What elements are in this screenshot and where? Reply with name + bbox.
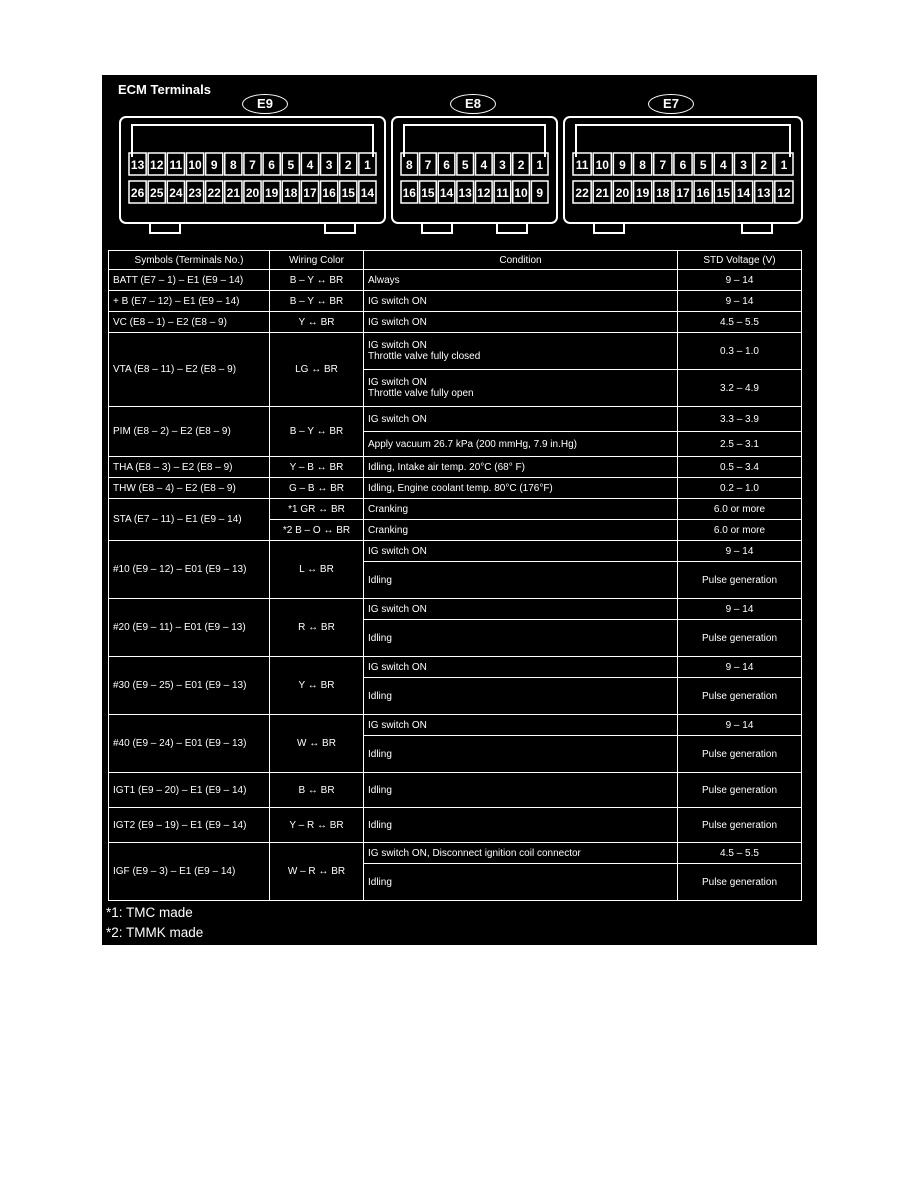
terminal-number: 12 xyxy=(150,158,164,172)
terminal-number: 7 xyxy=(249,158,256,172)
cell-voltage: 9 – 14 xyxy=(678,291,802,312)
terminal-number: 16 xyxy=(402,186,416,200)
terminal-number: 11 xyxy=(496,186,509,200)
cell-wiring: G – B ↔ BR xyxy=(270,478,364,499)
table-row xyxy=(109,773,802,808)
connector-key-e9 xyxy=(150,223,355,233)
table-row xyxy=(109,499,802,520)
cell-symbol: THA (E8 – 3) – E2 (E8 – 9) xyxy=(109,457,270,478)
terminal-number: 10 xyxy=(514,186,528,200)
terminal-number: 2 xyxy=(760,158,768,172)
terminal-number: 26 xyxy=(130,186,145,200)
cell-voltage: 9 – 14 xyxy=(678,715,802,736)
terminal-number: 16 xyxy=(322,186,336,200)
terminal-number: 4 xyxy=(306,158,314,172)
terminal-number: 9 xyxy=(210,158,218,172)
cell-condition: Idling xyxy=(364,678,678,715)
terminal-number: 6 xyxy=(679,158,687,172)
terminal-number: 21 xyxy=(226,186,241,200)
connector-latch-e7 xyxy=(576,125,790,157)
terminal-number: 16 xyxy=(696,186,710,200)
terminal-number: 14 xyxy=(736,186,751,200)
cell-symbol: IGT2 (E9 – 19) – E1 (E9 – 14) xyxy=(109,808,270,843)
terminal-number: 5 xyxy=(287,158,295,172)
cell-wiring: W ↔ BR xyxy=(270,715,364,773)
cell-condition: Idling xyxy=(364,808,678,843)
terminal-number: 21 xyxy=(595,186,609,200)
cell-condition: Idling xyxy=(364,736,678,773)
cell-voltage: 6.0 or more xyxy=(678,499,802,520)
cell-condition: IG switch ON xyxy=(364,599,678,620)
cell-condition: IG switch ON xyxy=(364,407,678,432)
terminal-number: 1 xyxy=(364,158,371,172)
cell-wiring: Y ↔ BR xyxy=(270,657,364,715)
table-row xyxy=(109,457,802,478)
cell-voltage: 6.0 or more xyxy=(678,520,802,541)
table-row xyxy=(109,541,802,562)
terminal-number: 10 xyxy=(188,158,202,172)
connector-key-e8 xyxy=(422,223,527,233)
cell-condition: Idling, Intake air temp. 20°C (68° F) xyxy=(364,457,678,478)
cell-condition: Always xyxy=(364,270,678,291)
cell-symbol: #40 (E9 – 24) – E01 (E9 – 13) xyxy=(109,715,270,773)
table-row xyxy=(109,407,802,432)
cell-wiring: Y – R ↔ BR xyxy=(270,808,364,843)
terminal-number: 22 xyxy=(575,186,589,200)
terminal-number: 13 xyxy=(458,186,472,200)
cell-symbol: VTA (E8 – 11) – E2 (E8 – 9) xyxy=(109,333,270,407)
terminal-number: 5 xyxy=(699,158,707,172)
terminal-number: 19 xyxy=(635,186,650,200)
cell-symbol: #30 (E9 – 25) – E01 (E9 – 13) xyxy=(109,657,270,715)
terminal-number: 24 xyxy=(169,186,183,200)
table-row xyxy=(109,333,802,370)
cell-wiring: B – Y ↔ BR xyxy=(270,270,364,291)
ecm-terminals-panel xyxy=(102,75,817,945)
cell-wiring: *2 B – O ↔ BR xyxy=(270,520,364,541)
terminal-number: 15 xyxy=(341,186,355,200)
table-row xyxy=(109,657,802,678)
terminal-number: 19 xyxy=(264,186,279,200)
cell-voltage: 0.2 – 1.0 xyxy=(678,478,802,499)
connector-latch-e8 xyxy=(404,125,545,157)
cell-voltage: Pulse generation xyxy=(678,736,802,773)
cell-voltage: 3.3 – 3.9 xyxy=(678,407,802,432)
cell-wiring: B ↔ BR xyxy=(270,773,364,808)
cell-condition: Idling, Engine coolant temp. 80°C (176°F) xyxy=(364,478,678,499)
cell-symbol: IGF (E9 – 3) – E1 (E9 – 14) xyxy=(109,843,270,901)
cell-voltage: 0.5 – 3.4 xyxy=(678,457,802,478)
table-row xyxy=(109,291,802,312)
cell-condition: Idling xyxy=(364,562,678,599)
connector-label-e8: E8 xyxy=(450,94,496,114)
cell-voltage: Pulse generation xyxy=(678,678,802,715)
terminal-number: 2 xyxy=(517,158,525,172)
cell-condition: IG switch ON, Disconnect ignition coil connector xyxy=(364,843,678,864)
cell-symbol: THW (E8 – 4) – E2 (E8 – 9) xyxy=(109,478,270,499)
terminal-number: 8 xyxy=(405,158,413,172)
cell-voltage: 4.5 – 5.5 xyxy=(678,312,802,333)
connector-shell-e8 xyxy=(392,117,557,223)
terminal-number: 12 xyxy=(777,186,791,200)
cell-symbol: BATT (E7 – 1) – E1 (E9 – 14) xyxy=(109,270,270,291)
table-row xyxy=(109,312,802,333)
cell-symbol: #20 (E9 – 11) – E01 (E9 – 13) xyxy=(109,599,270,657)
cell-symbol: + B (E7 – 12) – E1 (E9 – 14) xyxy=(109,291,270,312)
terminal-number: 11 xyxy=(169,158,183,172)
cell-condition: IG switch ON Throttle valve fully open xyxy=(364,370,678,407)
table-row xyxy=(109,270,802,291)
cell-condition: IG switch ON Throttle valve fully closed xyxy=(364,333,678,370)
terminal-number: 1 xyxy=(780,158,788,172)
cell-condition: IG switch ON xyxy=(364,291,678,312)
cell-voltage: 2.5 – 3.1 xyxy=(678,432,802,457)
connector-diagram xyxy=(102,75,817,245)
header-wiring: Wiring Color xyxy=(270,251,364,270)
terminal-number: 14 xyxy=(360,186,375,200)
terminal-number: 11 xyxy=(575,158,589,172)
terminal-number: 3 xyxy=(499,158,506,172)
cell-voltage: Pulse generation xyxy=(678,620,802,657)
cell-voltage: 9 – 14 xyxy=(678,599,802,620)
terminal-number: 13 xyxy=(757,186,771,200)
cell-voltage: 9 – 14 xyxy=(678,657,802,678)
cell-wiring: L ↔ BR xyxy=(270,541,364,599)
connector-label-e7: E7 xyxy=(648,94,694,114)
terminal-number: 15 xyxy=(716,186,731,200)
terminal-number: 2 xyxy=(344,158,352,172)
terminal-number: 17 xyxy=(676,186,690,200)
cell-condition: IG switch ON xyxy=(364,715,678,736)
cell-condition: Cranking xyxy=(364,520,678,541)
terminal-number: 14 xyxy=(439,186,454,200)
cell-voltage: 9 – 14 xyxy=(678,270,802,291)
terminal-table xyxy=(108,250,802,901)
terminal-number: 17 xyxy=(303,186,317,200)
terminal-number: 5 xyxy=(461,158,469,172)
header-voltage: STD Voltage (V) xyxy=(678,251,802,270)
cell-voltage: Pulse generation xyxy=(678,808,802,843)
cell-condition: IG switch ON xyxy=(364,312,678,333)
terminal-number: 9 xyxy=(619,158,626,172)
cell-condition: Idling xyxy=(364,773,678,808)
terminal-number: 4 xyxy=(480,158,488,172)
terminal-number: 9 xyxy=(536,186,544,200)
cell-voltage: 0.3 – 1.0 xyxy=(678,333,802,370)
table-row xyxy=(109,843,802,864)
connector-label-e9: E9 xyxy=(242,94,288,114)
connector-key-e7 xyxy=(594,223,772,233)
terminal-number: 13 xyxy=(130,158,145,172)
terminal-number: 1 xyxy=(536,158,544,172)
cell-wiring: Y ↔ BR xyxy=(270,312,364,333)
cell-symbol: VC (E8 – 1) – E2 (E8 – 9) xyxy=(109,312,270,333)
cell-symbol: PIM (E8 – 2) – E2 (E8 – 9) xyxy=(109,407,270,457)
terminal-number: 20 xyxy=(615,186,630,200)
cell-wiring: B – Y ↔ BR xyxy=(270,407,364,457)
terminal-number: 12 xyxy=(477,186,491,200)
terminal-number: 15 xyxy=(421,186,435,200)
terminal-number: 6 xyxy=(268,158,275,172)
cell-voltage: 3.2 – 4.9 xyxy=(678,370,802,407)
terminal-number: 4 xyxy=(720,158,727,172)
cell-symbol: IGT1 (E9 – 20) – E1 (E9 – 14) xyxy=(109,773,270,808)
cell-wiring: *1 GR ↔ BR xyxy=(270,499,364,520)
cell-voltage: Pulse generation xyxy=(678,562,802,599)
terminal-number: 7 xyxy=(659,158,667,172)
header-symbols: Symbols (Terminals No.) xyxy=(109,251,270,270)
table-row xyxy=(109,599,802,620)
cell-condition: IG switch ON xyxy=(364,657,678,678)
terminal-number: 20 xyxy=(245,186,260,200)
table-row xyxy=(109,715,802,736)
terminal-number: 23 xyxy=(188,186,202,200)
terminal-number: 25 xyxy=(150,186,164,200)
terminal-number: 3 xyxy=(740,158,747,172)
cell-voltage: Pulse generation xyxy=(678,864,802,901)
terminal-number: 8 xyxy=(230,158,237,172)
terminal-number: 18 xyxy=(656,186,670,200)
cell-condition: Idling xyxy=(364,864,678,901)
cell-condition: Cranking xyxy=(364,499,678,520)
table-header-row xyxy=(109,251,802,270)
cell-voltage: 4.5 – 5.5 xyxy=(678,843,802,864)
cell-wiring: W – R ↔ BR xyxy=(270,843,364,901)
cell-condition: Apply vacuum 26.7 kPa (200 mmHg, 7.9 in.Hg) xyxy=(364,432,678,457)
cell-wiring: B – Y ↔ BR xyxy=(270,291,364,312)
terminal-number: 22 xyxy=(207,186,221,200)
connector-latch-e9 xyxy=(132,125,373,157)
cell-voltage: 9 – 14 xyxy=(678,541,802,562)
cell-wiring: Y – B ↔ BR xyxy=(270,457,364,478)
cell-symbol: #10 (E9 – 12) – E01 (E9 – 13) xyxy=(109,541,270,599)
cell-symbol: STA (E7 – 11) – E1 (E9 – 14) xyxy=(109,499,270,541)
cell-condition: IG switch ON xyxy=(364,541,678,562)
footnote-2: *2: TMMK made xyxy=(106,925,204,940)
cell-wiring: R ↔ BR xyxy=(270,599,364,657)
terminal-number: 7 xyxy=(424,158,432,172)
terminal-number: 3 xyxy=(325,158,333,172)
table-row xyxy=(109,808,802,843)
cell-wiring: LG ↔ BR xyxy=(270,333,364,407)
terminal-number: 6 xyxy=(443,158,450,172)
terminal-number: 8 xyxy=(639,158,646,172)
table-row xyxy=(109,478,802,499)
footnote-1: *1: TMC made xyxy=(106,905,193,920)
header-condition: Condition xyxy=(364,251,678,270)
cell-condition: Idling xyxy=(364,620,678,657)
terminal-number: 10 xyxy=(595,158,609,172)
terminal-number: 18 xyxy=(284,186,298,200)
cell-voltage: Pulse generation xyxy=(678,773,802,808)
panel-title: ECM Terminals xyxy=(118,82,211,97)
